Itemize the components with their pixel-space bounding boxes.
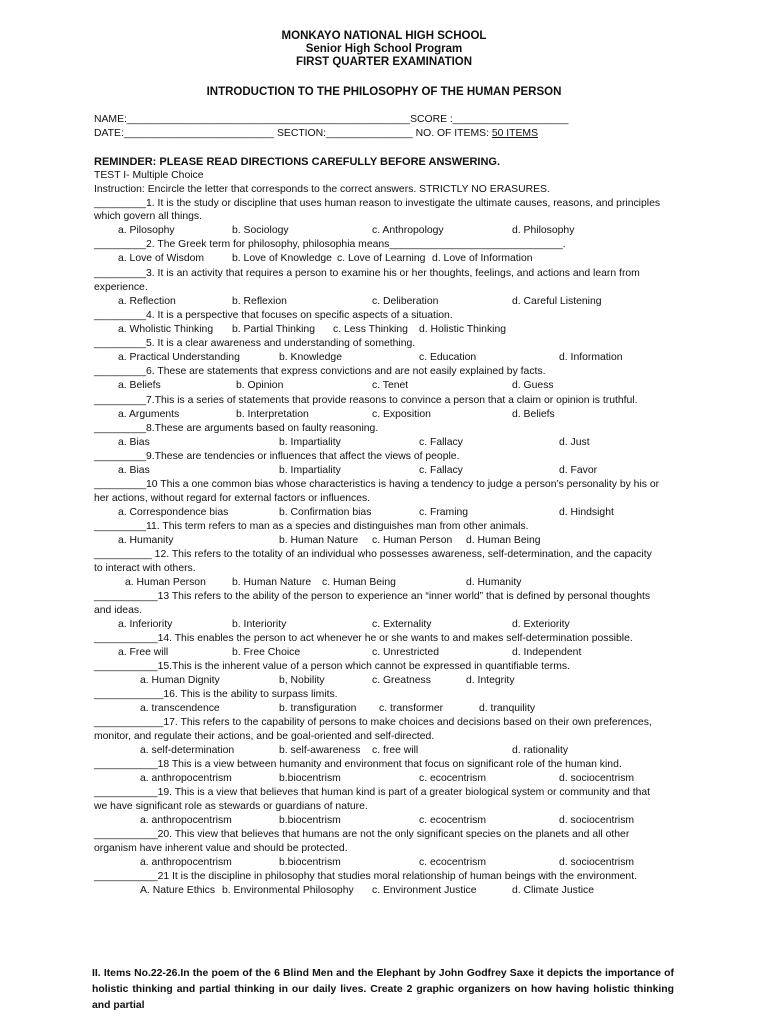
test1-instruction: Instruction: Encircle the letter that corresponds to the correct answers. STRICTLY NO ERASURES.	[94, 184, 550, 195]
option-c: c. free will	[372, 745, 419, 756]
option-d: d. sociocentrism	[559, 857, 635, 868]
options-18	[0, 772, 768, 785]
option-a: a. Bias	[118, 465, 150, 476]
option-d: d. Independent	[512, 647, 582, 658]
option-d: d. Favor	[559, 465, 598, 476]
option-b: b. Opinion	[236, 380, 284, 391]
option-c: c. Unrestricted	[372, 647, 439, 658]
option-b: b.biocentrism	[279, 815, 341, 826]
question-3-cont: experience.	[94, 282, 148, 293]
question-6: _________6. These are statements that express convictions and are not easily explained by facts.	[94, 366, 546, 377]
option-a: a. anthropocentrism	[140, 815, 232, 826]
option-b: b. Interpretation	[236, 409, 309, 420]
option-a: a. Practical Understanding	[118, 352, 240, 363]
option-b: b. Reflexion	[232, 296, 287, 307]
option-a: a. Wholistic Thinking	[118, 324, 214, 335]
school-name: MONKAYO NATIONAL HIGH SCHOOL	[281, 30, 487, 42]
option-c: c. Love of Learning	[337, 253, 426, 264]
option-c: c. ecocentrism	[419, 857, 486, 868]
option-d: d. rationality	[512, 745, 569, 756]
option-b: b. Human Nature	[232, 577, 312, 588]
options-3	[0, 295, 768, 308]
date-section-text: DATE:__________________________ SECTION:_______________ NO. OF ITEMS:	[94, 128, 492, 139]
option-c: c. ecocentrism	[419, 815, 486, 826]
option-a: a. anthropocentrism	[140, 773, 232, 784]
question-11: _________11. This term refers to man as a species and distinguishes man from other animals.	[94, 521, 529, 532]
question-8: _________8.These are arguments based on faulty reasoning.	[94, 423, 379, 434]
option-a: A. Nature Ethics	[140, 885, 216, 896]
options-8	[0, 436, 768, 449]
question-15: ___________15.This is the inherent value of a person which cannot be expressed in quantifiable terms.	[94, 661, 570, 672]
option-b: b. Human Nature	[279, 535, 359, 546]
options-4	[0, 323, 768, 336]
question-17: ____________17. This refers to the capability of persons to make choices and decisions based on their own preferences,	[94, 717, 652, 728]
question-10-cont: her actions, without regard for external factors or influences.	[94, 493, 371, 504]
exam-title: FIRST QUARTER EXAMINATION	[295, 56, 473, 68]
option-c: c. Tenet	[372, 380, 409, 391]
option-a: a. Free will	[118, 647, 169, 658]
option-d: d. Guess	[512, 380, 554, 391]
option-d: d. sociocentrism	[559, 773, 635, 784]
option-c: c. ecocentrism	[419, 773, 486, 784]
option-d: d. Just	[559, 437, 590, 448]
option-c: c. Education	[419, 352, 477, 363]
option-c: c. Human Being	[322, 577, 396, 588]
option-a: a. Inferiority	[118, 619, 173, 630]
option-d: d. Climate Justice	[512, 885, 594, 896]
option-b: b. Interiority	[232, 619, 287, 630]
option-c: c. Environment Justice	[372, 885, 477, 896]
question-20-cont: organism have inherent value and should be protected.	[94, 843, 348, 854]
date-section-line	[94, 127, 538, 140]
question-19: ___________19. This is a view that believes that human kind is part of a greater biological system or community and that	[94, 787, 651, 798]
question-19-cont: we have significant role as stewards or guardians of nature.	[94, 801, 368, 812]
question-4: _________4. It is a perspective that focuses on specific aspects of a situation.	[94, 310, 453, 321]
option-b: b, Nobility	[279, 675, 325, 686]
reminder-text: REMINDER: PLEASE READ DIRECTIONS CAREFULLY BEFORE ANSWERING.	[94, 156, 501, 168]
question-10: _________10 This a one common bias whose characteristics is having a tendency to judge a person’s personality by his or	[94, 479, 660, 490]
option-d: d. Integrity	[466, 675, 515, 686]
option-a: a. self-determination	[140, 745, 235, 756]
option-d: d. Hindsight	[559, 507, 614, 518]
option-a: a. Correspondence bias	[118, 507, 229, 518]
option-d: d. Humanity	[466, 577, 522, 588]
option-a: a. Human Person	[125, 577, 206, 588]
question-17-cont: monitor, and regulate their actions, and be goal-oriented and self-directed.	[94, 731, 435, 742]
options-5	[0, 351, 768, 364]
option-d: d. sociocentrism	[559, 815, 635, 826]
option-d: d. Love of Information	[432, 253, 533, 264]
option-d: d. Exteriority	[512, 619, 570, 630]
option-b: b. Knowledge	[279, 352, 342, 363]
option-d: d. Human Being	[466, 535, 541, 546]
option-b: b. self-awareness	[279, 745, 361, 756]
options-10	[0, 506, 768, 519]
option-a: a. Arguments	[118, 409, 180, 420]
option-a: a. Humanity	[118, 535, 174, 546]
question-12-cont: to interact with others.	[94, 563, 196, 574]
option-b: b. Love of Knowledge	[232, 253, 332, 264]
options-14	[0, 646, 768, 659]
option-c: c. Greatness	[372, 675, 431, 686]
option-c: c. Fallacy	[419, 437, 463, 448]
question-21: ___________21 It is the discipline in philosophy that studies moral relationship of human beings with the environment.	[94, 871, 637, 882]
option-b: b. Confirmation bias	[279, 507, 372, 518]
options-7	[0, 408, 768, 421]
option-c: c. Anthropology	[372, 225, 444, 236]
options-12	[0, 576, 768, 589]
question-9: _________9.These are tendencies or influences that affect the views of people.	[94, 451, 460, 462]
question-7: _________7.This is a series of statements that provide reasons to convince a person that a claim or opinion is truthful.	[94, 395, 638, 406]
option-b: b. transfiguration	[279, 703, 357, 714]
option-d: d. Information	[559, 352, 623, 363]
option-d: d. Beliefs	[512, 409, 555, 420]
options-6	[0, 379, 768, 392]
option-d: d. Holistic Thinking	[419, 324, 507, 335]
options-1	[0, 224, 768, 237]
option-c: c. Externality	[372, 619, 432, 630]
option-a: a. transcendence	[140, 703, 220, 714]
question-1: _________1. It is the study or discipline that uses human reason to investigate the ultimate causes, reasons, and principles	[94, 198, 661, 209]
option-b: b. Partial Thinking	[232, 324, 315, 335]
options-13	[0, 618, 768, 631]
question-5: _________5. It is a clear awareness and understanding of something.	[94, 338, 416, 349]
options-9	[0, 464, 768, 477]
option-a: a. Pilosophy	[118, 225, 175, 236]
question-2: _________2. The Greek term for philosophy, philosophia means______________________________.	[94, 239, 566, 250]
options-21	[0, 884, 768, 897]
no-of-items-value: 50 ITEMS	[491, 128, 539, 139]
options-11	[0, 534, 768, 547]
question-20: ___________20. This view that believes that humans are not the only significant species on the planets and all other	[94, 829, 630, 840]
subject-title: INTRODUCTION TO THE PHILOSOPHY OF THE HUMAN PERSON	[206, 86, 562, 98]
test1-title: TEST I- Multiple Choice	[94, 170, 204, 181]
question-13-cont: and ideas.	[94, 605, 142, 616]
option-d: d. Careful Listening	[512, 296, 602, 307]
name-score-line: NAME:_________________________________________________SCORE :____________________	[94, 114, 569, 125]
option-b: b.biocentrism	[279, 773, 341, 784]
question-3: _________3. It is an activity that requires a person to examine his or her thoughts, feelings, and actions and learn from	[94, 268, 640, 279]
option-b: b. Sociology	[232, 225, 289, 236]
question-14: ___________14. This enables the person to act whenever he or she wants to and makes self-determination possible.	[94, 633, 633, 644]
question-18: ___________18 This is a view between humanity and environment that focus on significant role of the human kind.	[94, 759, 622, 770]
option-c: c. Human Person	[372, 535, 453, 546]
program-name: Senior High School Program	[305, 43, 463, 55]
option-a: a. Love of Wisdom	[118, 253, 205, 264]
option-a: a. Beliefs	[118, 380, 161, 391]
option-a: a. Human Dignity	[140, 675, 220, 686]
option-b: b. Impartiality	[279, 465, 341, 476]
options-17	[0, 744, 768, 757]
option-b: b. Free Choice	[232, 647, 301, 658]
option-c: c. Exposition	[372, 409, 431, 420]
options-19	[0, 814, 768, 827]
options-2	[0, 252, 768, 265]
option-a: a. Bias	[118, 437, 150, 448]
option-b: b. Impartiality	[279, 437, 341, 448]
option-c: c. Deliberation	[372, 296, 439, 307]
option-c: c. Fallacy	[419, 465, 463, 476]
option-c: c. Less Thinking	[333, 324, 408, 335]
question-16: ____________16. This is the ability to surpass limits.	[94, 689, 338, 700]
option-b: b.biocentrism	[279, 857, 341, 868]
question-13: ___________13 This refers to the ability of the person to experience an “inner world” that is defined by personal thoughts	[94, 591, 651, 602]
option-c: c. Framing	[419, 507, 469, 518]
option-b: b. Environmental Philosophy	[222, 885, 354, 896]
option-d: d. tranquility	[479, 703, 536, 714]
options-20	[0, 856, 768, 869]
question-1-cont: which govern all things.	[94, 211, 203, 222]
options-16	[0, 702, 768, 715]
question-12: __________ 12. This refers to the totality of an individual who possesses awareness, self-determination, and the capacity	[94, 549, 652, 560]
option-a: a. anthropocentrism	[140, 857, 232, 868]
option-d: d. Philosophy	[512, 225, 575, 236]
option-c: c. transformer	[379, 703, 444, 714]
option-a: a. Reflection	[118, 296, 176, 307]
options-15	[0, 674, 768, 687]
part-2-instruction: II. Items No.22-26.In the poem of the 6 Blind Men and the Elephant by John Godfrey Saxe it depicts the importance of holistic thinking and partial thinking in our daily lives. Create 2 graphic organizers on how having holistic thinking and partial	[92, 968, 674, 1011]
